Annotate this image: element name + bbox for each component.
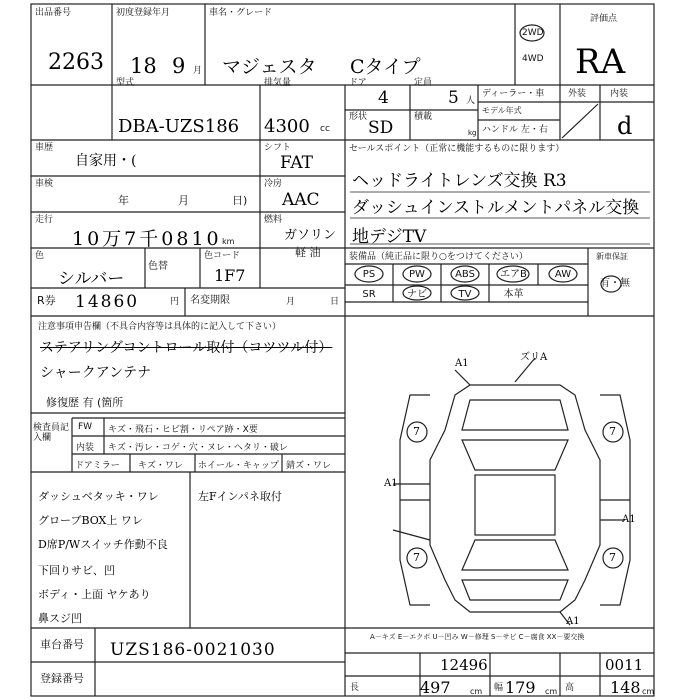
fuel-label: 燃料 (264, 215, 283, 225)
rating-label: 評価点 (590, 14, 618, 24)
grade: Cタイプ (350, 56, 421, 78)
handle-label: ハンドル 左・右 (482, 125, 548, 135)
first-reg-label: 初度登録年月 (116, 8, 171, 18)
equip-abs: ABS (455, 269, 475, 280)
equip-airbag: エアB (500, 269, 527, 280)
rating-value: RA (575, 42, 626, 82)
aircon-label: 冷房 (264, 179, 283, 189)
yen-unit: 円 (170, 297, 180, 307)
width-label: 幅 (494, 683, 504, 693)
chassis-value: UZS186-0021030 (110, 640, 276, 660)
model-name: マジェスタ (222, 56, 317, 78)
displacement-value: 4300 (264, 116, 310, 137)
name-change-label: 名変期限 (190, 295, 230, 306)
fuel-other: 軽 油 (295, 246, 321, 259)
notes-line-1: ステアリングコントロール取付（コツツル付） (40, 340, 333, 356)
name-change-month: 月 (286, 297, 296, 307)
exterior-label: 外装 (568, 89, 587, 99)
drive-2wd: 2WD (522, 28, 544, 38)
damage-mark: ズリA (520, 352, 548, 363)
new-car-warranty-label: 新車保証 (596, 252, 628, 261)
inspector-row-wheel: ホイール・キャップ (198, 461, 279, 471)
inspector-note: ボディ・上面 ヤケあり (38, 588, 151, 601)
color-label: 色 (35, 251, 45, 261)
usage-value: 自家用・( (75, 153, 137, 169)
aircon-value: AAC (282, 190, 320, 210)
doors-value: 4 (378, 88, 389, 108)
inspector-row-mirror: ドアミラー (75, 461, 120, 471)
doors-label: ドア (349, 78, 367, 88)
inspector-row-interior-items: キズ・汚レ・コゲ・穴・ヌレ・ヘタリ・破レ (108, 443, 288, 453)
inspection-label: 車検 (35, 179, 54, 189)
damage-mark: A1 (384, 478, 398, 489)
length-label: 長 (350, 683, 360, 693)
kg-unit: kg (468, 129, 477, 137)
inspection-month: 月 (178, 194, 189, 207)
width-value: 179 (505, 678, 536, 697)
interior-label: 内装 (610, 89, 629, 99)
chassis-label: 車台番号 (40, 638, 84, 651)
color-value: シルバー (58, 269, 125, 289)
shift-label: シフト (264, 143, 292, 153)
damage-legend: A－キズ E－エクボ U－凹み W－修理 S－サビ C－腐食 XX－要交換 (370, 633, 585, 641)
type-label: 型式 (116, 78, 135, 88)
capacity-value: 5 (448, 88, 459, 108)
equip-sr: SR (362, 289, 376, 300)
equipment-label: 装備品（純正品に限り○をつけてください） (349, 252, 528, 262)
equip-ps: PS (362, 269, 376, 280)
height-value: 148 (610, 678, 641, 697)
month-unit: 月 (193, 66, 203, 76)
km-unit: km (222, 237, 235, 246)
recycle-label: R券 (37, 294, 56, 307)
length-value: 497 (420, 678, 451, 697)
inspector-note: 鼻スジ凹 (38, 612, 82, 625)
sales-point-line: 地デジTV (352, 227, 427, 247)
sales-point-line: ダッシュインストルメントパネル交換 (352, 198, 640, 218)
inspector-side-note: 左Fインパネ取付 (198, 490, 282, 503)
color-change-label: 色替 (148, 261, 168, 272)
color-code: 1F7 (214, 266, 246, 285)
inspector-note: グローブBOX上 ワレ (38, 514, 143, 527)
displacement-label: 排気量 (264, 78, 292, 88)
model-name-label: 車名・グレード (209, 8, 273, 18)
length-unit: cm (470, 687, 483, 696)
equip-pw: PW (409, 269, 425, 280)
shape-label: 形状 (349, 112, 368, 122)
notes-label: 注意事項申告欄（不具合内容等は具体的に記入して下さい） (38, 322, 282, 332)
repair-history-label: 修復歴 有 (箇所 (46, 396, 124, 409)
recycle-value: 14860 (75, 292, 140, 312)
width-unit: cm (545, 687, 558, 696)
reference-number-2: 0011 (605, 656, 644, 674)
model-year-label: モデル年式 (482, 106, 522, 115)
usage-label: 車歴 (35, 143, 54, 153)
capacity-label: 定員 (414, 78, 433, 88)
type-value: DBA-UZS186 (118, 116, 240, 137)
color-code-label: 色コード (204, 251, 241, 261)
sales-points-label: セールスポイント（正常に機能するものに限ります） (349, 144, 565, 154)
inspector-row-fw-items: キズ・飛石・ヒビ割・リペア跡・X要 (108, 425, 258, 435)
lot-number-label: 出品番号 (35, 8, 72, 18)
first-reg-month: 9 (172, 54, 186, 78)
capacity-unit: 人 (466, 96, 476, 106)
inspector-note: 下回りサビ、凹 (38, 564, 115, 577)
shape-value: SD (368, 118, 394, 138)
equip-aw: AW (554, 269, 572, 280)
damage-mark: 7 (413, 425, 420, 438)
inspector-row-mirror-items: キズ・ワレ (138, 461, 183, 471)
sales-point-line: ヘッドライトレンズ交換 R3 (352, 171, 567, 191)
mileage-value: 10万7千0810 (72, 228, 222, 250)
inspector-row-wheel-items: 錆ズ・ワレ (286, 461, 332, 471)
equip-navi: ナビ (407, 289, 427, 300)
inspector-label: 検査員記入欄 (33, 423, 70, 443)
damage-mark: 7 (609, 425, 616, 438)
cc-unit: cc (320, 124, 330, 134)
first-reg-year: 18 (130, 54, 157, 78)
equip-leather: 本革 (503, 289, 524, 300)
equip-tv: TV (458, 289, 472, 300)
fuel-value: ガソリン (284, 228, 337, 243)
inspection-day: 日) (232, 194, 248, 207)
height-unit: cm (642, 687, 655, 696)
drive-4wd: 4WD (522, 54, 544, 64)
inspector-note: ダッシュベタッキ・ワレ (38, 490, 159, 503)
lot-number: 2263 (48, 50, 104, 75)
damage-mark: A1 (622, 514, 636, 525)
name-change-day: 日 (330, 297, 340, 307)
reference-number-1: 12496 (440, 656, 488, 674)
inspector-row-fw: FW (78, 422, 93, 432)
dealer-label: ディーラー・車 (482, 89, 545, 99)
shift-value: FAT (280, 153, 314, 173)
inspection-year: 年 (118, 194, 129, 207)
height-label: 高 (565, 683, 575, 693)
damage-mark: A1 (455, 358, 469, 369)
inspector-row-interior: 内装 (76, 443, 95, 453)
damage-mark: A1 (566, 616, 580, 627)
registration-label: 登録番号 (40, 672, 84, 685)
notes-line-2: シャークアンテナ (40, 365, 152, 381)
load-label: 積載 (414, 112, 433, 122)
interior-grade: d (617, 112, 633, 140)
inspector-note: D席P/Wスイッチ作動不良 (38, 538, 168, 551)
mileage-label: 走行 (35, 215, 54, 225)
warranty-value: 有・無 (600, 278, 630, 289)
damage-mark: 7 (609, 551, 616, 564)
damage-mark: 7 (413, 551, 420, 564)
